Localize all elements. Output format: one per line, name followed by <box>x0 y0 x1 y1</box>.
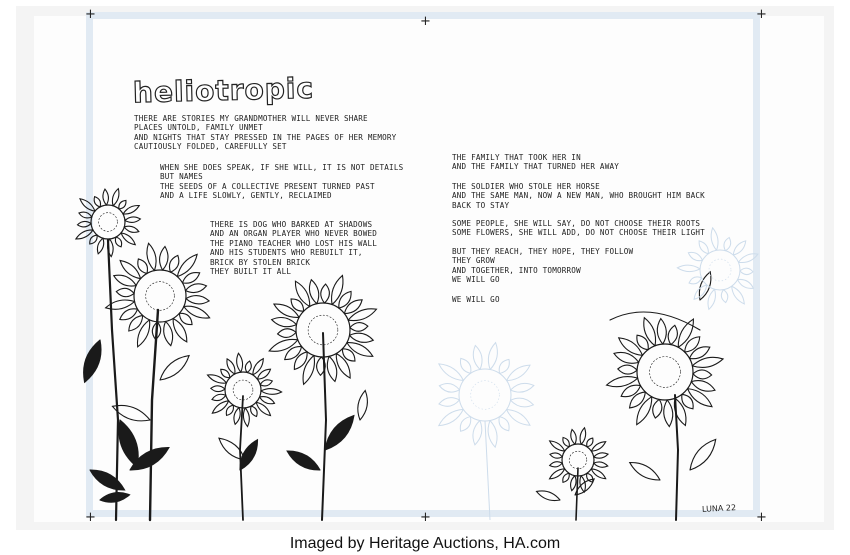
registration-mark: + <box>420 510 431 525</box>
poem-stanza: THERE IS DOG WHO BARKED AT SHADOWS AND AN ORGAN PLAYER WHO NEVER BOWED THE PIANO TEACHER WHO LOST HIS WALL AND HIS STUDENTS WHO REBUILT IT, BRICK BY STOLEN BRICK THEY BUILT IT ALL <box>210 220 378 277</box>
poem-title: heliotropic <box>132 71 315 110</box>
sunflower <box>208 353 282 426</box>
registration-mark: + <box>756 510 767 525</box>
poem-stanza: SOME PEOPLE, SHE WILL SAY, DO NOT CHOOSE THEIR ROOTS SOME FLOWERS, SHE WILL ADD, DO NOT CHOOSE THEIR LIGHT <box>452 219 705 238</box>
poem-stanza: THERE ARE STORIES MY GRANDMOTHER WILL NEVER SHARE PLACES UNTOLD, FAMILY UNMET AND NIGHTS THAT STAY PRESSED IN THE PAGES OF HER MEMORY CAUTIOUSLY FOLDED, CAREFULLY SET <box>134 114 397 152</box>
poem-stanza: WHEN SHE DOES SPEAK, IF SHE WILL, IT IS NOT DETAILS BUT NAMES THE SEEDS OF A COLLECTIVE PRESENT TURNED PAST AND A LIFE SLOWLY, GENTLY, RECLAIMED <box>160 163 404 201</box>
sunflower <box>550 428 609 492</box>
image-credit-caption: Imaged by Heritage Auctions, HA.com <box>289 535 561 552</box>
poem-stanza: BUT THEY REACH, THEY HOPE, THEY FOLLOW THEY GROW AND TOGETHER, INTO TOMORROW WE WILL GO <box>452 247 634 285</box>
sketch-flower <box>439 343 534 448</box>
sunflower <box>607 318 724 427</box>
poem-stanza: THE FAMILY THAT TOOK HER IN AND THE FAMILY THAT TURNED HER AWAY <box>452 153 620 172</box>
registration-mark: + <box>756 7 767 22</box>
sketch-flower <box>677 228 758 310</box>
registration-mark: + <box>85 510 96 525</box>
registration-mark: + <box>420 14 431 29</box>
poem-stanza: THE SOLDIER WHO STOLE HER HORSE AND THE SAME MAN, NOW A NEW MAN, WHO BROUGHT HIM BACK BACK TO STAY <box>452 182 705 210</box>
registration-mark: + <box>85 7 96 22</box>
artist-signature: LUNA 22 <box>701 503 737 514</box>
poem-stanza: WE WILL GO <box>452 295 500 304</box>
sunflower <box>76 189 141 257</box>
sunflower <box>269 275 376 384</box>
